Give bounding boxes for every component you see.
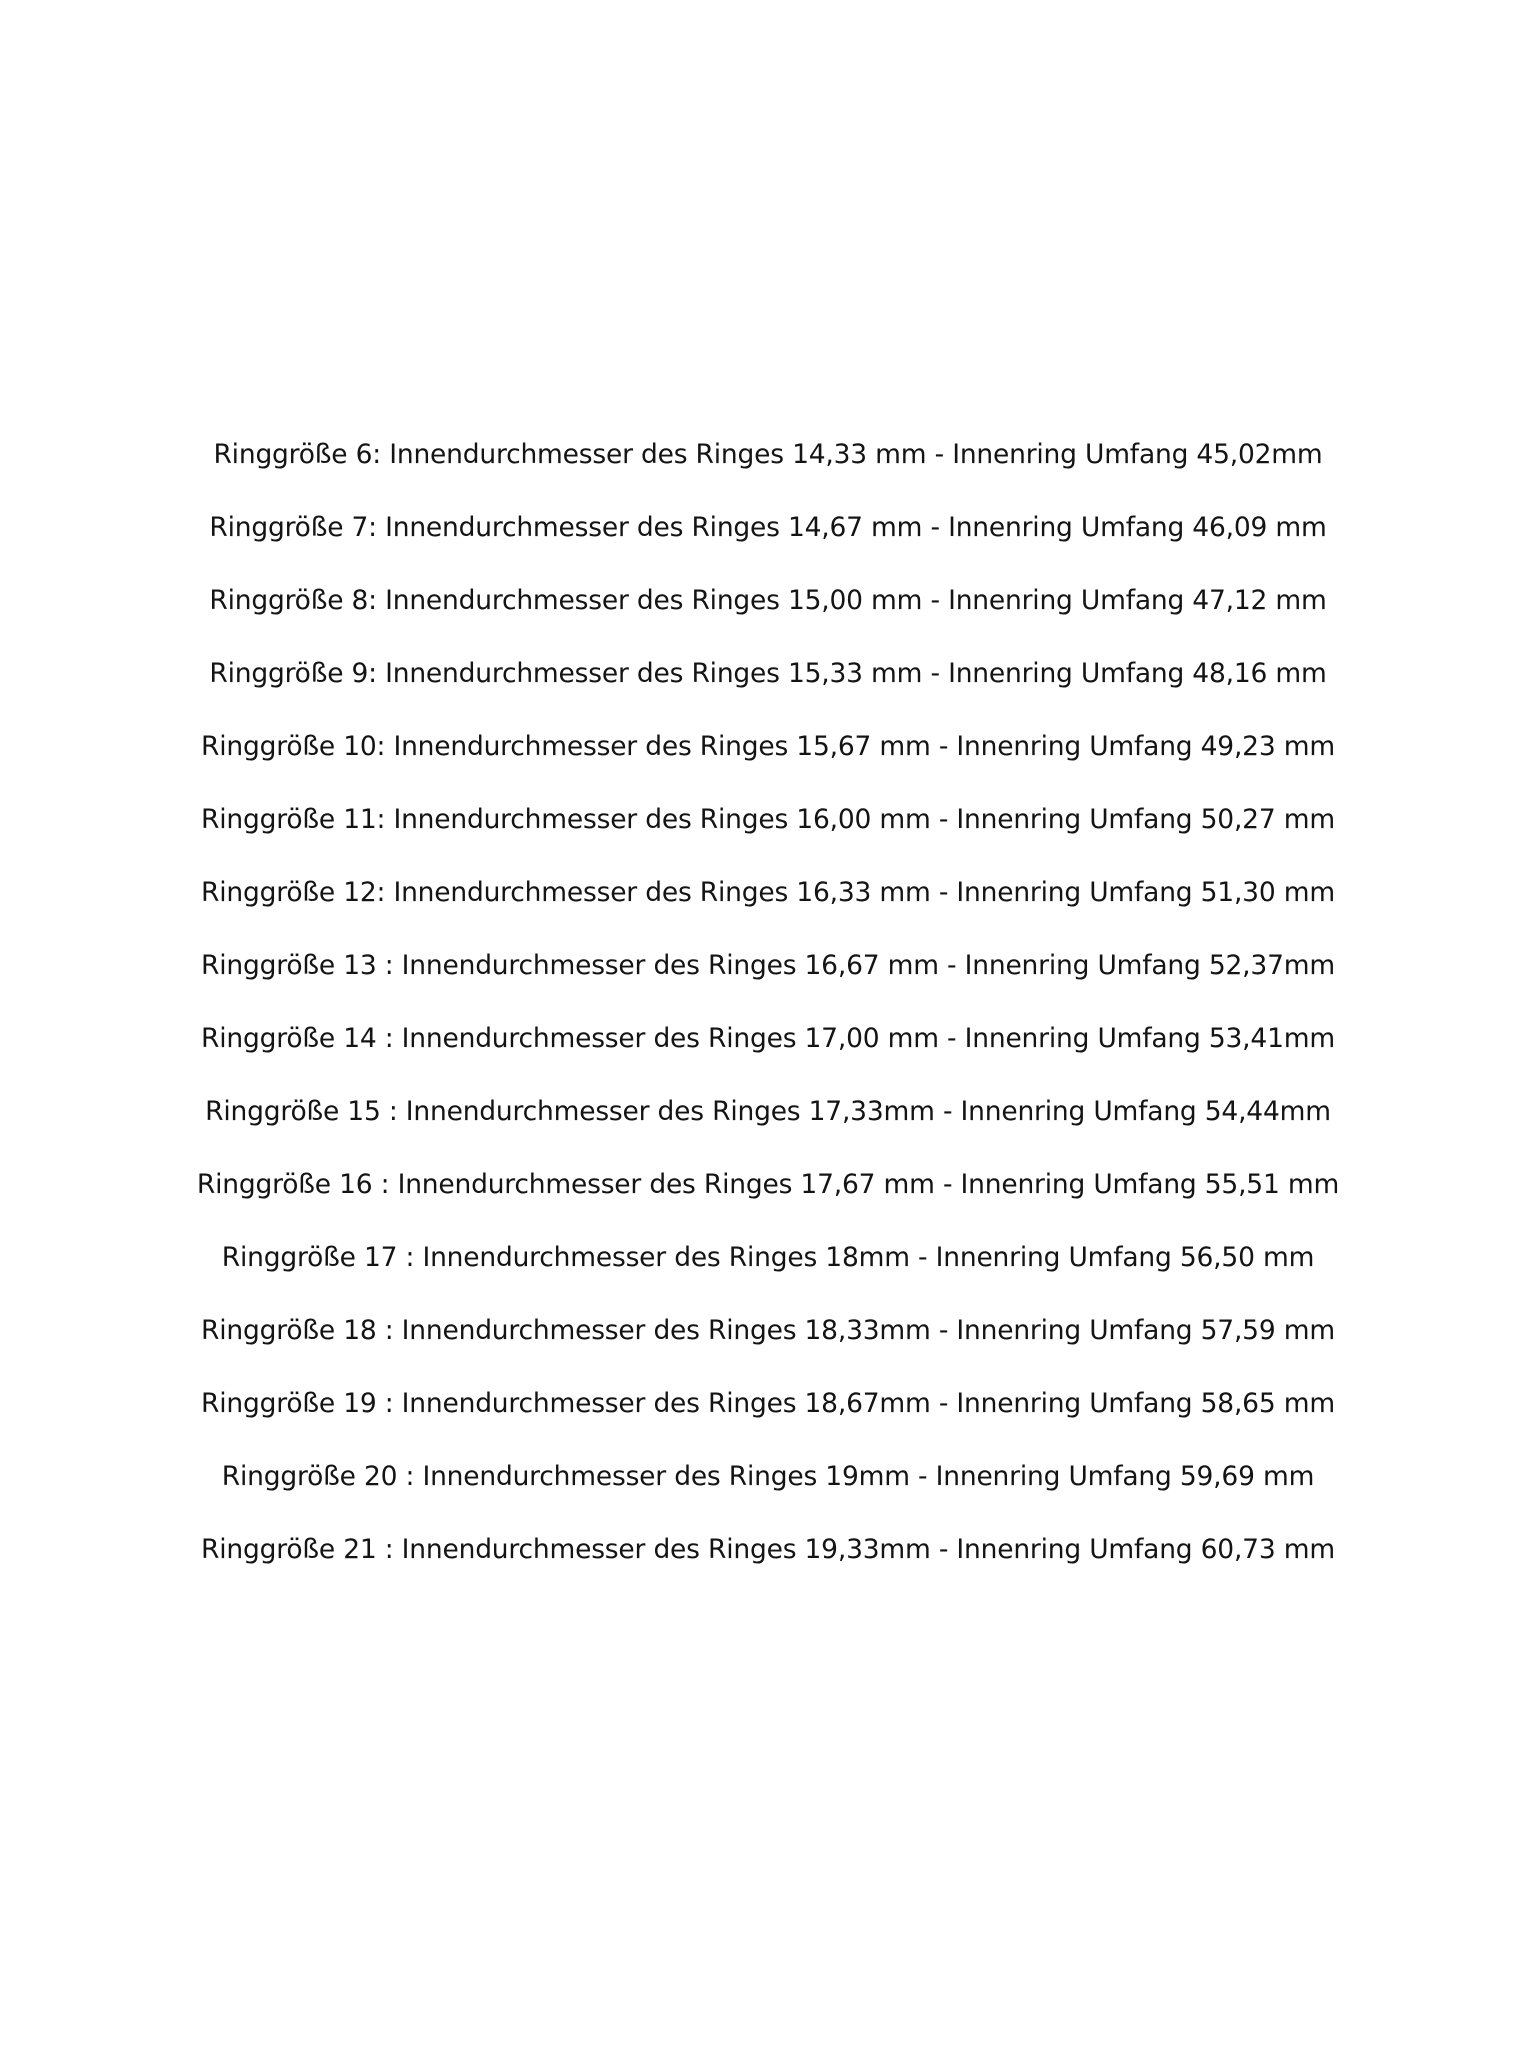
ring-size-line: Ringgröße 21 : Innendurchmesser des Ringes 19,33mm - Innenring Umfang 60,73 mm — [201, 1534, 1335, 1565]
ring-size-line: Ringgröße 11: Innendurchmesser des Ringes 16,00 mm - Innenring Umfang 50,27 mm — [201, 804, 1335, 835]
ring-size-line: Ringgröße 14 : Innendurchmesser des Ringes 17,00 mm - Innenring Umfang 53,41mm — [201, 1023, 1335, 1054]
ring-size-line: Ringgröße 6: Innendurchmesser des Ringes 14,33 mm - Innenring Umfang 45,02mm — [213, 439, 1323, 470]
ring-size-line: Ringgröße 10: Innendurchmesser des Ringes 15,67 mm - Innenring Umfang 49,23 mm — [201, 731, 1335, 762]
ring-size-line: Ringgröße 17 : Innendurchmesser des Ringes 18mm - Innenring Umfang 56,50 mm — [221, 1242, 1315, 1273]
ring-size-line: Ringgröße 16 : Innendurchmesser des Ringes 17,67 mm - Innenring Umfang 55,51 mm — [196, 1169, 1340, 1200]
ring-size-line: Ringgröße 8: Innendurchmesser des Ringes 15,00 mm - Innenring Umfang 47,12 mm — [209, 585, 1327, 616]
ring-size-line: Ringgröße 20 : Innendurchmesser des Ringes 19mm - Innenring Umfang 59,69 mm — [221, 1461, 1315, 1492]
ring-size-line: Ringgröße 18 : Innendurchmesser des Ringes 18,33mm - Innenring Umfang 57,59 mm — [201, 1315, 1335, 1346]
ring-size-line: Ringgröße 9: Innendurchmesser des Ringes 15,33 mm - Innenring Umfang 48,16 mm — [209, 658, 1327, 689]
ring-size-line: Ringgröße 15 : Innendurchmesser des Ringes 17,33mm - Innenring Umfang 54,44mm — [205, 1096, 1331, 1127]
ring-size-line: Ringgröße 13 : Innendurchmesser des Ringes 16,67 mm - Innenring Umfang 52,37mm — [201, 950, 1335, 981]
ring-size-line: Ringgröße 12: Innendurchmesser des Ringes 16,33 mm - Innenring Umfang 51,30 mm — [201, 877, 1335, 908]
ring-size-list — [0, 435, 1536, 1603]
ring-size-line: Ringgröße 19 : Innendurchmesser des Ringes 18,67mm - Innenring Umfang 58,65 mm — [201, 1388, 1335, 1419]
ring-size-line: Ringgröße 7: Innendurchmesser des Ringes 14,67 mm - Innenring Umfang 46,09 mm — [209, 512, 1327, 543]
